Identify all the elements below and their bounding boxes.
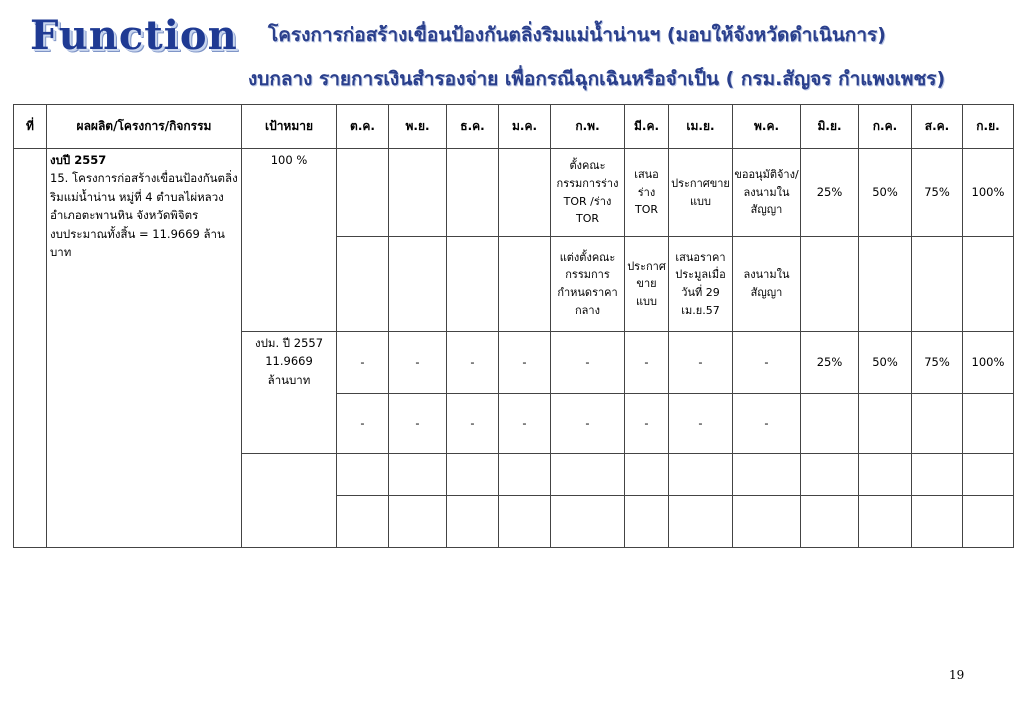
budget-year: งบปี 2557: [50, 153, 107, 167]
month-cell: -: [389, 332, 447, 394]
month-cell: [859, 454, 912, 496]
month-cell: [499, 149, 551, 237]
month-cell: [389, 454, 447, 496]
month-cell: [337, 237, 389, 332]
month-cell: เสนอร่าง TOR: [625, 149, 669, 237]
project-total-budget: งบประมาณทั้งสิ้น = 11.9669 ล้านบาท: [50, 226, 225, 259]
month-cell: -: [551, 332, 625, 394]
month-cell: [963, 394, 1014, 454]
month-cell: [625, 454, 669, 496]
header-cell: ที่: [14, 105, 47, 149]
table-row: [14, 149, 1014, 237]
month-cell: [499, 237, 551, 332]
header-cell: ผลผลิต/โครงการ/กิจกรรม: [47, 105, 242, 149]
month-cell: -: [499, 394, 551, 454]
month-cell: [337, 496, 389, 548]
month-cell: -: [733, 394, 801, 454]
function-logo: Function: [30, 12, 238, 59]
month-cell: [859, 394, 912, 454]
month-cell: -: [447, 394, 499, 454]
month-cell: [912, 394, 963, 454]
month-cell: -: [499, 332, 551, 394]
month-cell: -: [447, 332, 499, 394]
project-description: 15. โครงการก่อสร้างเขื่อนป้องกันตลิ่งริมแม่น้ำน่าน หมู่ที่ 4 ตำบลไผ่หลวง อำเภอตะพานหิน จังหวัดพิจิตร: [50, 171, 238, 223]
month-cell: [551, 454, 625, 496]
header-cell: ก.ค.: [859, 105, 912, 149]
month-cell: [859, 496, 912, 548]
target-cell: 100 %: [242, 149, 337, 332]
month-cell: -: [551, 394, 625, 454]
month-cell: เสนอราคาประมูลเมื่อวันที่ 29 เม.ย.57: [669, 237, 733, 332]
month-cell: [337, 149, 389, 237]
month-cell: [963, 454, 1014, 496]
month-cell: -: [733, 332, 801, 394]
month-cell: [551, 496, 625, 548]
month-cell: [859, 237, 912, 332]
month-cell: [733, 454, 801, 496]
header-row: [14, 105, 1014, 149]
title-line-1: โครงการก่อสร้างเขื่อนป้องกันตลิ่งริมแม่น้ำน่านฯ (มอบให้จังหวัดดำเนินการ): [268, 24, 886, 46]
row-number-cell: [14, 149, 47, 548]
month-cell: [389, 496, 447, 548]
month-cell: -: [337, 394, 389, 454]
month-cell: -: [337, 332, 389, 394]
month-cell: [912, 237, 963, 332]
month-cell: [337, 454, 389, 496]
month-cell: [963, 237, 1014, 332]
month-cell: [801, 237, 859, 332]
month-cell: 100%: [963, 149, 1014, 237]
project-cell: [47, 149, 242, 548]
month-cell: แต่งตั้งคณะกรรมการกำหนดราคากลาง: [551, 237, 625, 332]
month-cell: [801, 496, 859, 548]
month-cell: [733, 496, 801, 548]
month-cell: [447, 454, 499, 496]
month-cell: -: [625, 394, 669, 454]
month-cell: ลงนามในสัญญา: [733, 237, 801, 332]
month-cell: 25%: [801, 332, 859, 394]
header-cell: พ.ค.: [733, 105, 801, 149]
header-cell: ธ.ค.: [447, 105, 499, 149]
month-cell: -: [669, 394, 733, 454]
month-cell: ขออนุมัติจ้าง/ลงนามในสัญญา: [733, 149, 801, 237]
month-cell: [669, 454, 733, 496]
header-cell: มี.ค.: [625, 105, 669, 149]
month-cell: 100%: [963, 332, 1014, 394]
month-cell: ประกาศขายแบบ: [625, 237, 669, 332]
month-cell: [625, 496, 669, 548]
title-line-2: งบกลาง รายการเงินสำรองจ่าย เพื่อกรณีฉุกเฉินหรือจำเป็น ( กรม.สัญจร กำแพงเพชร): [248, 68, 946, 90]
month-cell: [912, 496, 963, 548]
month-cell: 50%: [859, 149, 912, 237]
page-number: 19: [949, 668, 965, 682]
month-cell: [447, 237, 499, 332]
target-cell: [242, 454, 337, 548]
header-cell: ก.พ.: [551, 105, 625, 149]
header-cell: ก.ย.: [963, 105, 1014, 149]
header-cell: เม.ย.: [669, 105, 733, 149]
month-cell: [447, 149, 499, 237]
month-cell: [912, 454, 963, 496]
header-cell: ม.ค.: [499, 105, 551, 149]
header-cell: ส.ค.: [912, 105, 963, 149]
month-cell: 25%: [801, 149, 859, 237]
header-cell: ต.ค.: [337, 105, 389, 149]
month-cell: -: [625, 332, 669, 394]
month-cell: [801, 394, 859, 454]
month-cell: ตั้งคณะกรรมการร่าง TOR /ร่าง TOR: [551, 149, 625, 237]
plan-table: [13, 104, 1014, 548]
month-cell: 75%: [912, 332, 963, 394]
month-cell: [499, 496, 551, 548]
header-cell: เป้าหมาย: [242, 105, 337, 149]
header-cell: มิ.ย.: [801, 105, 859, 149]
month-cell: [389, 149, 447, 237]
month-cell: [669, 496, 733, 548]
month-cell: [499, 454, 551, 496]
month-cell: 75%: [912, 149, 963, 237]
month-cell: -: [389, 394, 447, 454]
month-cell: 50%: [859, 332, 912, 394]
month-cell: [389, 237, 447, 332]
month-cell: [447, 496, 499, 548]
header-cell: พ.ย.: [389, 105, 447, 149]
target-cell: งปม. ปี 2557 11.9669 ล้านบาท: [242, 332, 337, 454]
month-cell: ประกาศขายแบบ: [669, 149, 733, 237]
month-cell: [801, 454, 859, 496]
month-cell: [963, 496, 1014, 548]
month-cell: -: [669, 332, 733, 394]
